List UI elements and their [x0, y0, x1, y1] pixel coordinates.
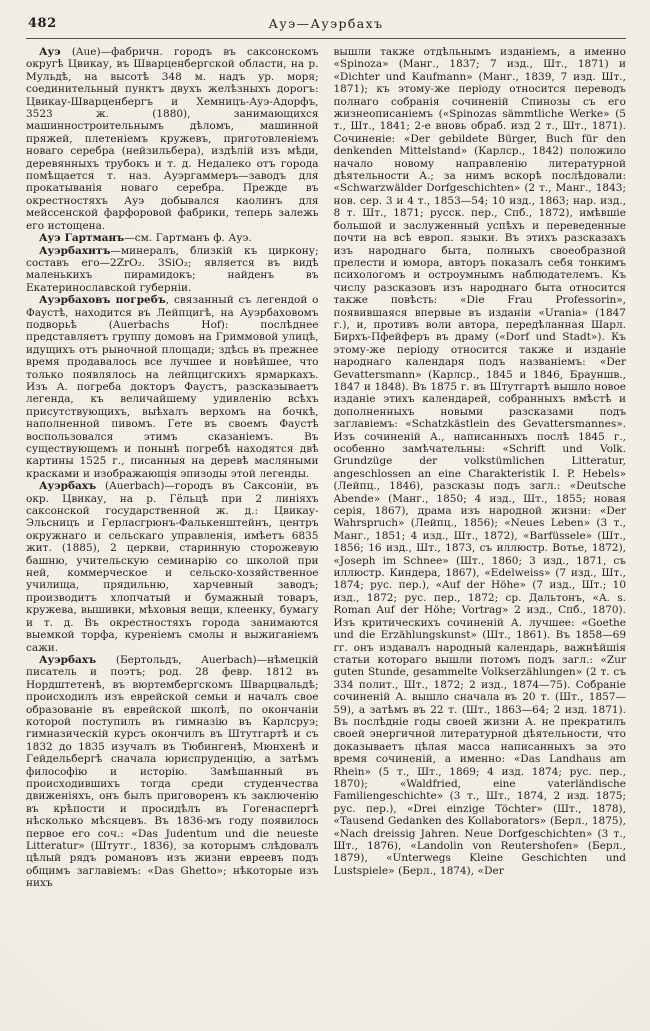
right-column	[334, 46, 627, 1015]
entry-auerbach-city	[26, 480, 319, 654]
header-rule	[26, 38, 626, 39]
entry-text: вышли также отдѣльнымъ изданіемъ, а именно «Spinoza» (Манг., 1837; 7 изд., Шт., 1871) и «Dichter und Kaufmann» (Манг., 1839, 7 изд. Шт., 1871); къ этому-же періоду относится переводъ полнаго собранія сочиненій Спинозы съ его жизнеописаніемъ («Spinozas sämmtliche Werke» (5 т., Шт., 1841; 2-е вновь обраб. изд 2 т., Шт., 1871). Сочиненіе: «Der gebildete Bürger, Buch für den denkenden Mittelstand» (Карлср., 1842) положило начало новому направленію литературной дѣятельности А.; за нимъ вскорѣ послѣдовали: «Schwarzwälder Dorfgeschichten» (2 т., Манг., 1843; нов. сер. 3 и 4 т., 1853—54; 10 изд., 1863; нар. изд., 8 т. Шт., 1871; русск. пер., Спб., 1872), имѣвшіе большой и заслуженный успѣхъ и переведенные почти на всѣ европ. языки. Въ этихъ разсказахъ изъ народнаго быта, полныхъ своеобразной прелести и юмора, авторъ показалъ себя тонкимъ психологомъ и остроумнымъ наблюдателемъ. Къ числу разсказовъ изъ народнаго быта относится также повѣсть: «Die Frau Professorin», появившаяся впервые въ изданіи «Urania» (1847 г.), и, противъ воли автора, передѣланная Шарл. Бирхъ-Пфейферъ въ драму («Dorf und Stadt»). Къ этому-же періоду относится также и изданіе народнаго календаря подъ названіемъ: «Der Gevattersmann» (Карлср., 1845 и 1846, Брауншв., 1847 и 1848). Въ 1875 г. въ Штутгартѣ вышло новое изданіе этихъ календарей, собранныхъ вмѣстѣ и дополненныхъ новыми разсказами подъ заглавіемъ: «Schatzkästlein des Gevattersmannes». Изъ сочиненій А., написанныхъ послѣ 1845 г., особенно замѣчательны: «Schrift und Volk. Grundzüge der volkstümlichen Litteratur, angeschlossen an eine Charakteristik I. P. Hebels» (Лейпц., 1846), разсказы подъ загл.: «Deutsche Abende» (Манг., 1850; 4 изд., Шт., 1855; новая серія, 1867), драма изъ народной жизни: «Der Wahrspruch» (Лейпц., 1856); «Neues Leben» (3 т., Манг., 1851; 4 изд., Шт., 1872), «Barfüssele» (Шт., 1856; 16 изд., Шт., 1873, съ иллюстр. Вотье, 1872), «Joseph im Schnee» (Шт., 1860; 3 изд., 1871, съ иллюстр. Киндера, 1867), «Edelweiss» (7 изд., Шт., 1874; рус. пер.), «Auf der Höhe» (7 изд., Шт.; 10 изд., 1872; рус. пер., 1872; ср. Дальтонъ, «A. s. Roman Auf der Höhe; Vortrag» 2 изд., Спб., 1870). Изъ критическихъ сочиненій А. лучшее: «Goethe und die Erzählungskunst» (Шт., 1861). Въ 1858—69 гг. онъ издавалъ народный календарь, важнѣйшія статьи котораго вышли потомъ подъ загл.: «Zur guten Stunde, gesammelte Volkserzählungen» (2 т. съ 334 полит., Шт., 1872; 2 изд., 1874—75). Собраніе сочиненій А. вышло сначала въ 20 т. (Шт., 1857—59), а затѣмъ въ 22 т. (Шт., 1863—64; 2 изд. 1871). Въ послѣдніе годы своей жизни А. не прекратилъ своей энергичной литературной дѣятельности, что доказываетъ цѣлая масса написанныхъ за это время сочиненій, а именно: «Das Landhaus am Rhein» (5 т., Шт., 1869; 4 изд. 1874; рус. пер., 1870); «Waldfried, eine vaterländische Familiengeschichte» (3 т., Шт., 1874, 2 изд. 1875; рус. пер.), «Drei einzige Töchter» (Шт., 1878), «Tausend Gedanken des Kollaborators» (Берл., 1875), «Nach dreissig Jahren. Neue Dorfgeschichten» (3 т., Шт., 1876), «Landolin von Reutershofen» (Берл., 1879), «Unterwegs Kleine Geschichten und Lustspiele» (Берл., 1874), «Der	[333, 46, 626, 877]
entry-headword: Ауэрбахитъ	[39, 244, 111, 257]
entry-aue-hartmann	[26, 232, 319, 244]
entry-aue	[26, 46, 319, 232]
entry-headword: Ауэрбахъ	[39, 653, 97, 666]
entry-auerbach-berthold-continuation	[334, 46, 627, 877]
entry-auerbachite	[26, 245, 319, 295]
entry-auerbachs-cellar	[26, 294, 319, 480]
entry-text: —см. Гартманъ ф. Ауэ.	[124, 232, 252, 245]
entry-headword: Ауэрбахъ	[39, 480, 97, 493]
entry-headword: Ауэ	[39, 46, 61, 58]
entry-auerbach-berthold	[26, 654, 319, 890]
entry-headword: Ауэ Гартманъ	[39, 232, 125, 245]
entry-text: (Aue)—фабричн. городъ въ саксонскомъ округѣ Цвикау, въ Шварценбергской области, на р. Мульдѣ, на высотѣ 348 м. надъ ур. моря; соединительный пунктъ двухъ желѣзныхъ дорогъ: Цвикау-Шварценбергъ и Хемницъ-Ауэ-Адорфъ, 3523 ж. (1880), занимающихся машинностроительнымъ дѣломъ, машинной пряжей, плетеніемъ кружевъ, приготовленіемъ новаго серебра (нейзильбера), издѣлій изъ мѣди, деревянныхъ трубокъ и т. д. Недалеко отъ города помѣщается т. наз. Ауэргаммеръ—заводъ для прокатыванія новаго серебра. Прежде въ окрестностяхъ Ауэ добывался каолинъ для мейссенской фарфоровой фабрики, теперь залежь его истощена.	[26, 46, 319, 232]
running-title: Ауэ—Ауэрбахъ	[268, 16, 384, 31]
page-header	[26, 16, 626, 35]
entry-text: , связанный съ легендой о Фаустѣ, находится въ Лейпцигѣ, на Ауэрбаховомъ подворьѣ (Auerbachs Hof): послѣднее представляетъ группу домовъ на Гриммовой улицѣ, идущихъ отъ рыночной площади; здѣсь въ прежнее время продавалось все лучшее и новѣйшее, что только появлялось на лейпцигскихъ ярмаркахъ. Изъ А. погреба докторъ Фаустъ, разсказываетъ легенда, къ величайшему удивленію всѣхъ присутствующихъ, выѣхалъ верхомъ на бочкѣ, наполненной пивомъ. Гете въ своемъ Фаустѣ воспользовался этимъ сказаніемъ. Въ существующемъ и понынѣ погребѣ находятся двѣ картины 1525 г., писанныя на деревѣ масляными красками и изображающія эпизоды этой легенды.	[26, 294, 319, 480]
entry-text: —минералъ, близкій къ циркону; составъ его—2ZrO₂. 3SiO₂; является въ видѣ маленькихъ пирамидокъ; найденъ въ Екатеринославской губерніи.	[26, 244, 319, 294]
text-columns	[26, 46, 626, 1015]
entry-text: (Бертольдъ, Auerbach)—нѣмецкій писатель и поэтъ; род. 28 февр. 1812 въ Нордштетенѣ, въ вюртембергскомъ Шварцвальдѣ; происходилъ изъ еврейской семьи и началъ свое образованіе въ еврейской школѣ, по окончаніи которой поступилъ въ гимназію въ Карлсруэ; гимназическій курсъ окончилъ въ Штутгартѣ и съ 1832 до 1835 изучалъ въ Тюбингенѣ, Мюнхенѣ и Гейдельбергѣ сначала юриспруденцію, а затѣмъ философію и исторію. Замѣшанный въ происходившихъ тогда среди студенчества движеніяхъ, онъ былъ приговоренъ къ заключенію въ крѣпости и просидѣлъ въ Гогенаспергѣ нѣсколько мѣсяцевъ. Въ 1836-мъ году появилось первое его соч.: «Das Judentum und die neueste Litteratur» (Штутг., 1836), за которымъ слѣдовалъ цѣлый рядъ романовъ изъ жизни евреевъ подъ общимъ заглавіемъ: «Das Ghetto»; нѣкоторые изъ нихъ	[26, 653, 319, 890]
left-column	[26, 46, 319, 1015]
page-number: 482	[28, 16, 57, 31]
entry-headword: Ауэрбаховъ погребъ	[39, 294, 166, 307]
entry-text: (Auerbach)—городъ въ Саксоніи, въ окр. Цвикау, на р. Гёльцѣ при 2 линіяхъ саксонской государственной ж. д.: Цвикау-Эльсницъ и Герласгрюнъ-Фалькенштейнъ, центръ окружнаго и сельскаго управленія, имѣетъ 6835 жит. (1885), 2 церкви, старинную сторожевую башню, учительскую семинарію со школой при ней, коммерческое и сельско-хозяйственное училища, прядильню, харчевный заводъ; производитъ хлопчатый и бумажный товаръ, кружева, вышивки, мѣховыя вещи, клеенку, бумагу и т. д. Въ окрестностяхъ города занимаются выемкой торфа, куреніемъ смолы и выжиганіемъ сажи.	[26, 480, 319, 654]
